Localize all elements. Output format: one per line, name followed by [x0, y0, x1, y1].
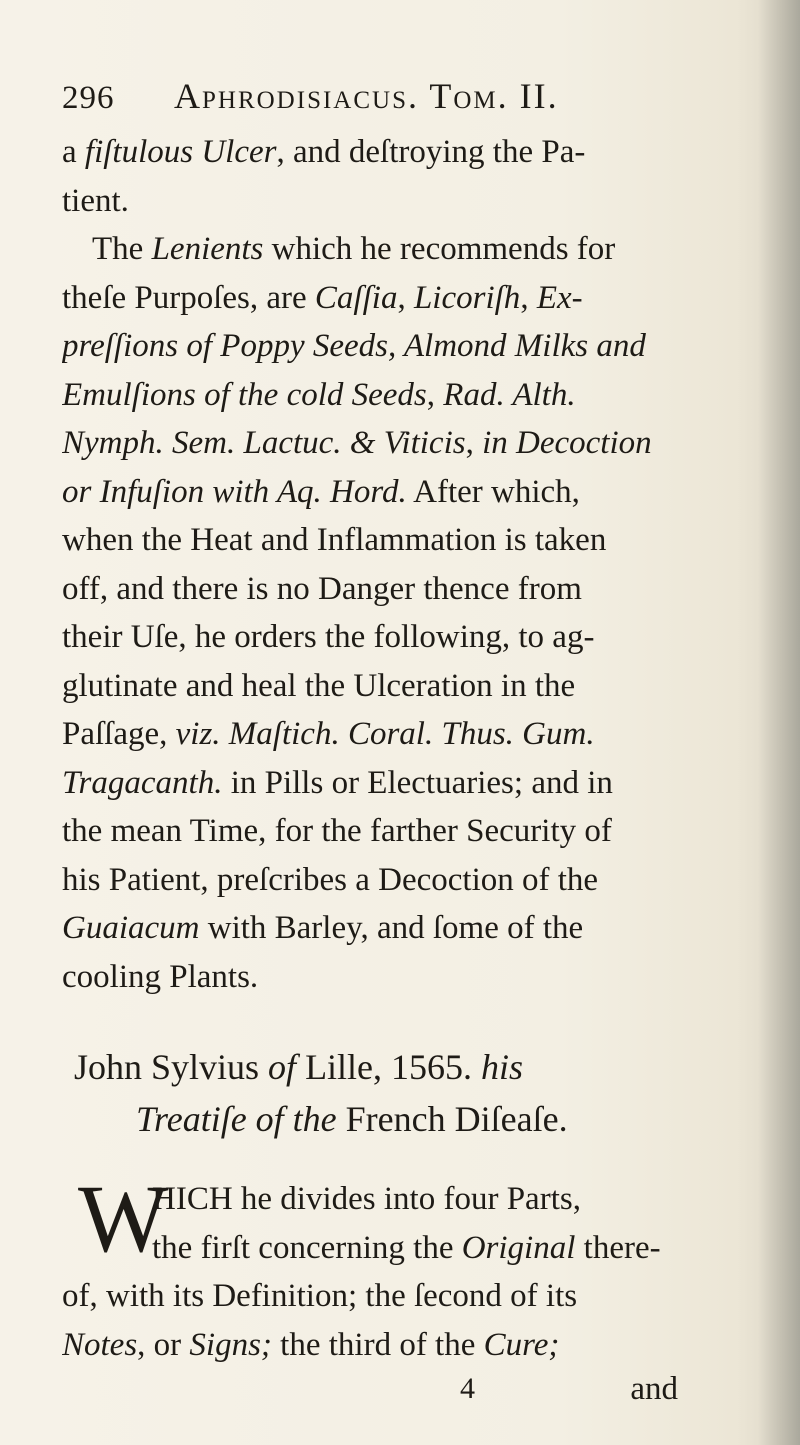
text-run: Guaiacum — [62, 910, 200, 946]
text-run: with Barley, and ſome of the — [199, 910, 584, 946]
section-heading-line-1 — [74, 1041, 752, 1093]
text-line — [62, 904, 752, 953]
text-line — [62, 1321, 752, 1370]
text-line — [62, 177, 752, 226]
text-line — [62, 565, 752, 614]
text-run: HICH he divides into four Parts, — [152, 1181, 581, 1217]
drop-cap: W — [78, 1165, 169, 1272]
text-run: , — [426, 376, 444, 413]
text-run: Emulſions of the cold Seeds — [62, 376, 427, 413]
text-run: Tragacanth. — [62, 764, 223, 801]
text-run: Lenients — [151, 231, 264, 267]
text-run: in Pills or Electuaries; and in — [222, 764, 613, 801]
page-header — [62, 72, 752, 124]
text-run: preſſions of Poppy Seeds, Almond Milks and — [62, 328, 646, 364]
text-run: Caſſia — [314, 279, 398, 316]
text-run: or Infuſion with Aq. Hord. — [62, 473, 407, 510]
text-line — [62, 856, 752, 905]
text-run: , — [397, 279, 414, 316]
section-body — [62, 1165, 752, 1369]
text-run: the third of the — [271, 1326, 484, 1363]
text-run: there- — [575, 1229, 661, 1266]
text-run: the firſt concerning the — [152, 1229, 462, 1266]
text-run: Ex- — [536, 279, 583, 316]
text-line — [62, 274, 752, 323]
text-run: Nymph. Sem. Lactuc. & Viticis — [62, 425, 466, 461]
text-run: his — [481, 1047, 524, 1087]
text-line — [62, 516, 752, 565]
text-run: viz. Maſtich. Coral. Thus. Gum. — [175, 716, 595, 752]
running-head: Aphrodisiacus. Tom. II. — [174, 76, 559, 116]
text-run: cooling Plants. — [62, 958, 259, 995]
text-run: which he recommends for — [263, 231, 616, 267]
text-line — [62, 759, 752, 808]
text-line — [62, 807, 752, 856]
text-line — [62, 613, 752, 662]
text-run: French Diſeaſe. — [336, 1099, 568, 1139]
text-run: Rad. Alth. — [443, 376, 576, 413]
section-heading — [62, 1041, 752, 1145]
text-line — [62, 419, 752, 468]
text-run: of — [268, 1047, 297, 1087]
text-line — [62, 1272, 752, 1321]
text-run: his Patient, preſcribes a Decoction of the — [62, 861, 599, 898]
text-run: the mean Time, for the farther Security of — [62, 813, 612, 849]
text-run: , — [465, 425, 483, 461]
text-run: After which, — [406, 473, 580, 510]
text-line — [62, 710, 752, 759]
page-content — [62, 72, 752, 1414]
text-line — [62, 225, 752, 274]
text-run: off, and there is no Danger thence from — [62, 570, 582, 607]
text-run: Licoriſh — [413, 279, 521, 316]
text-run: of, with its Definition; the ſecond of its — [62, 1278, 578, 1314]
text-line — [62, 371, 752, 420]
body-text — [62, 128, 752, 1001]
text-run: Cure; — [483, 1326, 560, 1363]
text-run: fiſtulous Ulcer — [84, 134, 277, 170]
text-run: when the Heat and Inflammation is taken — [62, 522, 607, 558]
text-run: Paſſage, — [62, 716, 176, 752]
text-line — [62, 128, 752, 177]
text-run: Treatiſe of the — [136, 1099, 337, 1139]
text-run: , or — [137, 1326, 190, 1363]
text-run: in Decoction — [482, 425, 652, 461]
text-run: Original — [461, 1229, 576, 1266]
text-run: their Uſe, he orders the following, to ag- — [62, 619, 595, 655]
page-number: 296 — [62, 80, 115, 116]
text-run: , — [520, 279, 537, 316]
page-footer — [62, 1365, 752, 1414]
text-line — [62, 662, 752, 711]
text-run: tient. — [62, 182, 129, 219]
text-line — [62, 322, 752, 371]
section-heading-line-2 — [74, 1093, 752, 1145]
text-run: Notes — [62, 1326, 138, 1363]
text-line — [62, 468, 752, 517]
catchword: and — [630, 1371, 678, 1407]
text-run: The — [92, 231, 152, 267]
signature-mark: 4 — [460, 1372, 475, 1405]
text-run: Lille, 1565. — [296, 1047, 482, 1087]
page-edge-shadow — [758, 0, 800, 1445]
text-line — [62, 953, 752, 1002]
text-run: Signs; — [189, 1326, 272, 1363]
text-run: John Sylvius — [74, 1047, 269, 1087]
text-run: theſe Purpoſes, are — [62, 279, 315, 316]
text-run: a — [62, 134, 85, 170]
text-run: , and deſtroying the Pa- — [276, 134, 586, 170]
text-run: glutinate and heal the Ulceration in the — [62, 667, 576, 704]
